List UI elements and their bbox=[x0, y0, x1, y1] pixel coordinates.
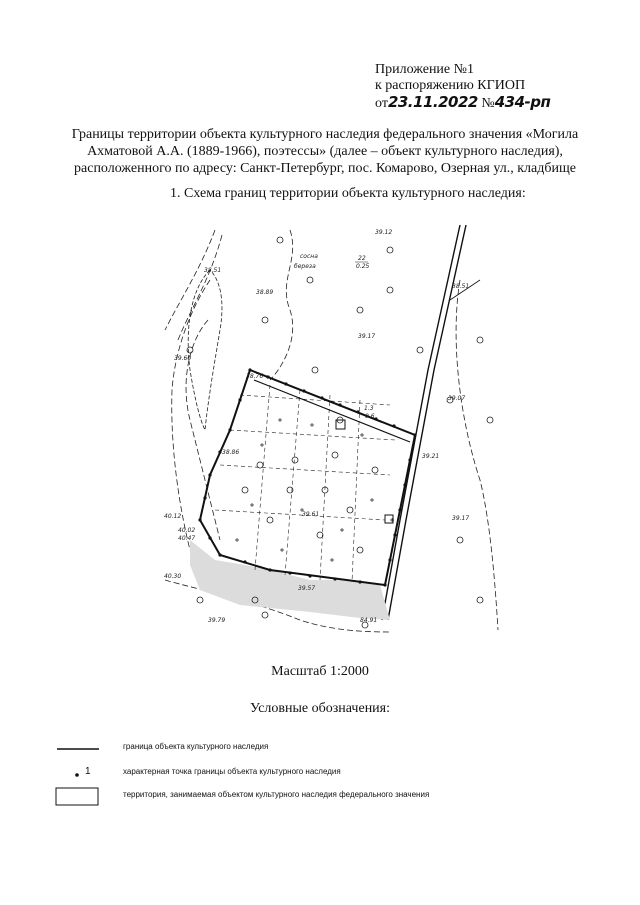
elev-label: 84.91 bbox=[360, 617, 378, 624]
elev-label: 40.12 bbox=[164, 513, 182, 520]
section-heading: 1. Схема границ территории объекта культурного наследия: bbox=[170, 186, 526, 201]
date-prefix: от bbox=[375, 96, 388, 111]
tree-label: сосна bbox=[300, 253, 318, 260]
elev-label: 40.02 bbox=[178, 527, 196, 534]
territory-symbol bbox=[55, 786, 105, 808]
elev-label: 39.12 bbox=[375, 229, 393, 236]
elev-label: 38.86 bbox=[222, 449, 240, 456]
boundary-point-symbol bbox=[55, 763, 105, 785]
elev-label: 39.17 bbox=[452, 515, 470, 522]
elev-label: 38.89 bbox=[256, 289, 274, 296]
document-title: Границы территории объекта культурного наследия федерального значения «Могила Ахматовой А.А. (1889-1966), поэтессы» (далее – объект культурного наследия), расположенного по адресу: Санкт-Петербург, пос. Комарово, Озерная ул., кладбище bbox=[71, 127, 579, 176]
elev-label: 39.07 bbox=[448, 395, 466, 402]
boundary-map bbox=[160, 220, 500, 640]
legend-item-boundary-point bbox=[55, 763, 615, 785]
legend-title: Условные обозначения: bbox=[249, 701, 391, 716]
heritage-boundary bbox=[200, 370, 415, 585]
boundary-line-symbol bbox=[55, 738, 105, 760]
elev-label: 39.21 bbox=[422, 453, 440, 460]
appendix-date-line bbox=[375, 93, 551, 112]
elev-label: 39.57 bbox=[298, 585, 316, 592]
legend-text: территория, занимаемая объектом культурного наследия федерального значения bbox=[123, 790, 430, 799]
grey-area bbox=[190, 540, 390, 620]
elev-label: 39.17 bbox=[358, 333, 376, 340]
appendix-line1: Приложение №1 bbox=[375, 62, 474, 77]
boundary-inner-line bbox=[254, 380, 410, 442]
legend-text: характерная точка границы объекта культурного наследия bbox=[123, 767, 341, 776]
num-label: 1.3 bbox=[364, 405, 374, 412]
elev-label: 39.60 bbox=[174, 355, 192, 362]
elev-label: 40.30 bbox=[164, 573, 182, 580]
tree-label: береза bbox=[294, 263, 316, 270]
elev-label: 38.76 bbox=[246, 373, 264, 380]
fraction-bottom: 0.25 bbox=[356, 263, 370, 270]
elev-label: 38.51 bbox=[204, 267, 222, 274]
elev-label: 39.79 bbox=[208, 617, 226, 624]
tree-symbols bbox=[235, 418, 394, 562]
legend-point-marker: 1 bbox=[85, 766, 91, 777]
handwritten-number: 434-рп bbox=[494, 93, 551, 111]
elev-label: 40.47 bbox=[178, 535, 196, 542]
legend-item-boundary-line bbox=[55, 738, 615, 760]
elev-label: 39.61 bbox=[302, 511, 320, 518]
number-prefix: № bbox=[481, 96, 495, 111]
appendix-line2: к распоряжению КГИОП bbox=[375, 78, 526, 93]
num-label: 0.6 bbox=[365, 413, 375, 420]
legend-text: граница объекта культурного наследия bbox=[123, 742, 269, 751]
elev-label: 38.51 bbox=[452, 283, 470, 290]
appendix-block bbox=[375, 62, 551, 112]
map-scale: Масштаб 1:2000 bbox=[271, 664, 369, 679]
fraction-top: 22 bbox=[358, 255, 366, 262]
handwritten-date: 23.11.2022 bbox=[387, 93, 478, 111]
legend-item-territory bbox=[55, 786, 615, 808]
